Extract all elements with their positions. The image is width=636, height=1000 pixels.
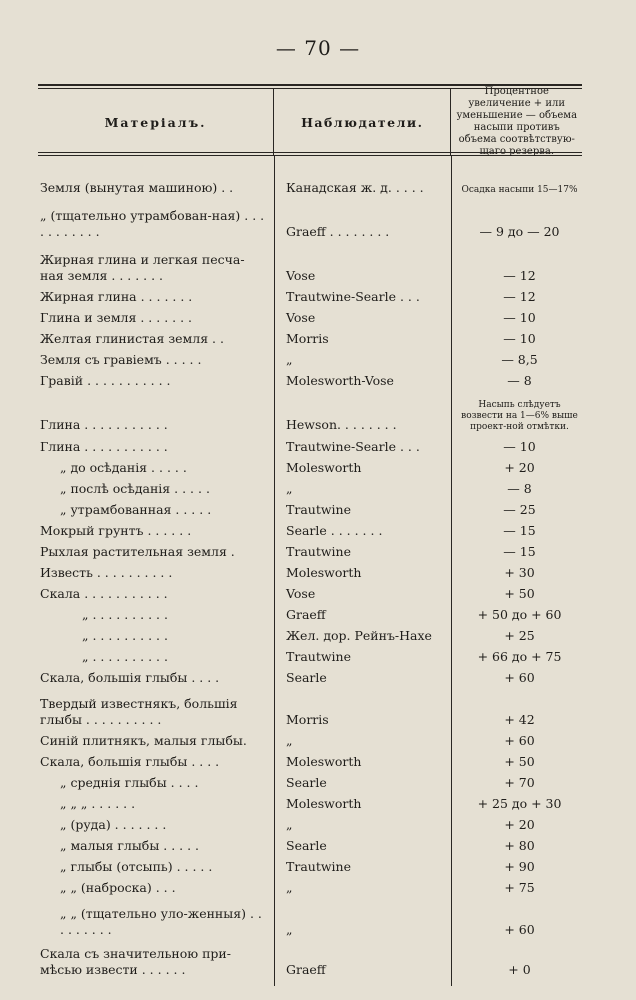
material-cell: „ (руда) . . . . . . . bbox=[60, 817, 167, 832]
percent-cell: + 50 до + 60 bbox=[477, 607, 562, 622]
observer-cell: Graeff bbox=[286, 962, 326, 977]
material-cell: Твердый известнякъ, большія глыбы . . . . . . . . . . bbox=[40, 696, 238, 727]
material-cell: „ утрамбованная . . . . . bbox=[60, 502, 212, 517]
observer-cell: Trautwine bbox=[286, 502, 351, 517]
material-cell: „ . . . . . . . . . . bbox=[82, 607, 168, 622]
material-cell: „ „ (наброска) . . . bbox=[60, 880, 176, 895]
percent-cell: — 8,5 bbox=[501, 352, 538, 367]
material-cell: Глина и земля . . . . . . . bbox=[40, 310, 193, 325]
table-row bbox=[38, 686, 582, 728]
observer-cell: Канадская ж. д. . . . . bbox=[286, 180, 424, 195]
table-row bbox=[38, 196, 582, 240]
material-cell: Известь . . . . . . . . . . bbox=[40, 565, 173, 580]
percent-cell: + 90 bbox=[504, 859, 535, 874]
table-row bbox=[38, 602, 582, 623]
percent-cell: — 10 bbox=[503, 310, 536, 325]
percent-cell: Осадка насыпи 15—17% bbox=[461, 185, 578, 195]
material-cell: Желтая глинистая земля . . bbox=[40, 331, 224, 346]
observer-cell: „ bbox=[286, 922, 293, 937]
material-cell: „ среднія глыбы . . . . bbox=[60, 775, 199, 790]
percent-cell: + 75 bbox=[504, 880, 535, 895]
table-row bbox=[38, 389, 582, 433]
percent-cell: + 66 до + 75 bbox=[477, 649, 562, 664]
percent-cell: + 0 bbox=[508, 962, 531, 977]
table-row bbox=[38, 728, 582, 749]
column-divider bbox=[274, 156, 275, 986]
table-row bbox=[38, 284, 582, 305]
data-table bbox=[38, 84, 582, 978]
observer-cell: Trautwine bbox=[286, 544, 351, 559]
percent-cell: — 25 bbox=[503, 502, 536, 517]
table-row bbox=[38, 560, 582, 581]
material-cell: Глина . . . . . . . . . . . bbox=[40, 439, 168, 454]
percent-cell: — 12 bbox=[503, 289, 536, 304]
percent-cell: — 8 bbox=[507, 481, 532, 496]
percent-cell: — 8 bbox=[507, 373, 532, 388]
percent-cell: + 50 bbox=[504, 754, 535, 769]
observer-cell: Searle bbox=[286, 670, 327, 685]
material-cell: Гравій . . . . . . . . . . . bbox=[40, 373, 171, 388]
percent-cell: — 15 bbox=[503, 544, 536, 559]
table-row bbox=[38, 539, 582, 560]
table-row bbox=[38, 938, 582, 978]
observer-cell: Searle bbox=[286, 775, 327, 790]
table-row bbox=[38, 644, 582, 665]
table-row bbox=[38, 749, 582, 770]
observer-cell: Trautwine bbox=[286, 649, 351, 664]
material-cell: „ . . . . . . . . . . bbox=[82, 649, 168, 664]
material-cell: Земля съ гравіемъ . . . . . bbox=[40, 352, 202, 367]
material-cell: „ „ (тщательно уло-женныя) . . . . . . . . . bbox=[60, 906, 262, 937]
observer-cell: Molesworth bbox=[286, 460, 362, 475]
observer-cell: Trautwine-Searle . . . bbox=[286, 289, 420, 304]
material-cell: Земля (вынутая машиною) . . bbox=[40, 180, 234, 195]
observer-cell: Molesworth bbox=[286, 754, 362, 769]
observer-cell: Morris bbox=[286, 712, 329, 727]
observer-cell: Hewson. . . . . . . . bbox=[286, 417, 397, 432]
observer-cell: Vose bbox=[286, 310, 316, 325]
observer-cell: Molesworth bbox=[286, 796, 362, 811]
observer-cell: Molesworth bbox=[286, 565, 362, 580]
observer-cell: Жел. дор. Рейнъ-Нахе bbox=[286, 628, 432, 643]
material-cell: „ до осѣданія . . . . . bbox=[60, 460, 187, 475]
percent-cell: — 10 bbox=[503, 331, 536, 346]
table-row bbox=[38, 326, 582, 347]
percent-cell: + 20 bbox=[504, 460, 535, 475]
header-observers: Наблюдатели. bbox=[273, 89, 451, 155]
material-cell: Мокрый грунтъ . . . . . . bbox=[40, 523, 192, 538]
table-row bbox=[38, 896, 582, 938]
table-row bbox=[38, 791, 582, 812]
percent-cell: + 25 до + 30 bbox=[477, 796, 562, 811]
percent-cell: + 80 bbox=[504, 838, 535, 853]
material-cell: Скала съ значительною при-мѣсью извести . . . . . . bbox=[40, 946, 231, 977]
percent-cell: + 42 bbox=[504, 712, 535, 727]
material-cell: Скала . . . . . . . . . . . bbox=[40, 586, 168, 601]
table-row bbox=[38, 497, 582, 518]
table-row bbox=[38, 347, 582, 368]
table-row bbox=[38, 174, 582, 196]
percent-cell: + 60 bbox=[504, 670, 535, 685]
observer-cell: Trautwine-Searle . . . bbox=[286, 439, 420, 454]
table-row bbox=[38, 518, 582, 539]
observer-cell: Searle bbox=[286, 838, 327, 853]
material-cell: Скала, большія глыбы . . . . bbox=[40, 670, 220, 685]
percent-cell: Насыпь слѣдуетъ возвести на 1—6% выше проект-ной отмѣтки. bbox=[461, 400, 578, 432]
column-divider bbox=[451, 156, 452, 986]
material-cell: Рыхлая растительная земля . bbox=[40, 544, 235, 559]
observer-cell: „ bbox=[286, 481, 293, 496]
page-number: — 70 — bbox=[275, 36, 361, 60]
observer-cell: Trautwine bbox=[286, 859, 351, 874]
percent-cell: + 60 bbox=[504, 922, 535, 937]
table-body bbox=[38, 156, 582, 978]
material-cell: Жирная глина и легкая песча-ная земля . . . . . . . bbox=[40, 252, 245, 283]
material-cell: Глина . . . . . . . . . . . bbox=[40, 417, 168, 432]
table-row bbox=[38, 665, 582, 686]
table-row bbox=[38, 433, 582, 455]
table-row bbox=[38, 854, 582, 875]
material-cell: „ . . . . . . . . . . bbox=[82, 628, 168, 643]
percent-cell: — 15 bbox=[503, 523, 536, 538]
percent-cell: + 70 bbox=[504, 775, 535, 790]
observer-cell: Vose bbox=[286, 586, 316, 601]
observer-cell: Graeff . . . . . . . . bbox=[286, 224, 390, 239]
table-row bbox=[38, 770, 582, 791]
material-cell: „ (тщательно утрамбован-ная) . . . . . . . . . . . bbox=[40, 208, 265, 239]
table-row bbox=[38, 305, 582, 326]
percent-cell: — 10 bbox=[503, 439, 536, 454]
percent-cell: + 20 bbox=[504, 817, 535, 832]
percent-cell: — 12 bbox=[503, 268, 536, 283]
table-header bbox=[38, 86, 582, 157]
observer-cell: „ bbox=[286, 880, 293, 895]
observer-cell: „ bbox=[286, 817, 293, 832]
material-cell: Скала, большія глыбы . . . . bbox=[40, 754, 220, 769]
observer-cell: „ bbox=[286, 733, 293, 748]
material-cell: „ малыя глыбы . . . . . bbox=[60, 838, 200, 853]
table-row bbox=[38, 581, 582, 602]
table-row bbox=[38, 455, 582, 476]
observer-cell: Morris bbox=[286, 331, 329, 346]
table-row bbox=[38, 812, 582, 833]
table-row bbox=[38, 875, 582, 896]
material-cell: „ послѣ осѣданія . . . . . bbox=[60, 481, 210, 496]
material-cell: Жирная глина . . . . . . . bbox=[40, 289, 193, 304]
percent-cell: + 25 bbox=[504, 628, 535, 643]
observer-cell: Molesworth-Vose bbox=[286, 373, 394, 388]
header-percent: Процентное увеличение + или уменьшение — объема насыпи противъ объема соотвѣтствую-щаго резерва. bbox=[456, 86, 578, 157]
material-cell: „ „ „ . . . . . . bbox=[60, 796, 136, 811]
observer-cell: Graeff bbox=[286, 607, 326, 622]
percent-cell: + 50 bbox=[504, 586, 535, 601]
observer-cell: Vose bbox=[286, 268, 316, 283]
observer-cell: Searle . . . . . . . bbox=[286, 523, 383, 538]
percent-cell: — 9 до — 20 bbox=[479, 224, 560, 239]
table-row bbox=[38, 240, 582, 284]
percent-cell: + 30 bbox=[504, 565, 535, 580]
observer-cell: „ bbox=[286, 352, 293, 367]
percent-cell: + 60 bbox=[504, 733, 535, 748]
table-row bbox=[38, 476, 582, 497]
table-row bbox=[38, 623, 582, 644]
material-cell: „ глыбы (отсыпь) . . . . . bbox=[60, 859, 213, 874]
material-cell: Синій плитнякъ, малыя глыбы. bbox=[40, 733, 247, 748]
header-material: Матеріалъ. bbox=[104, 114, 207, 130]
table-row bbox=[38, 833, 582, 854]
table-row bbox=[38, 368, 582, 389]
